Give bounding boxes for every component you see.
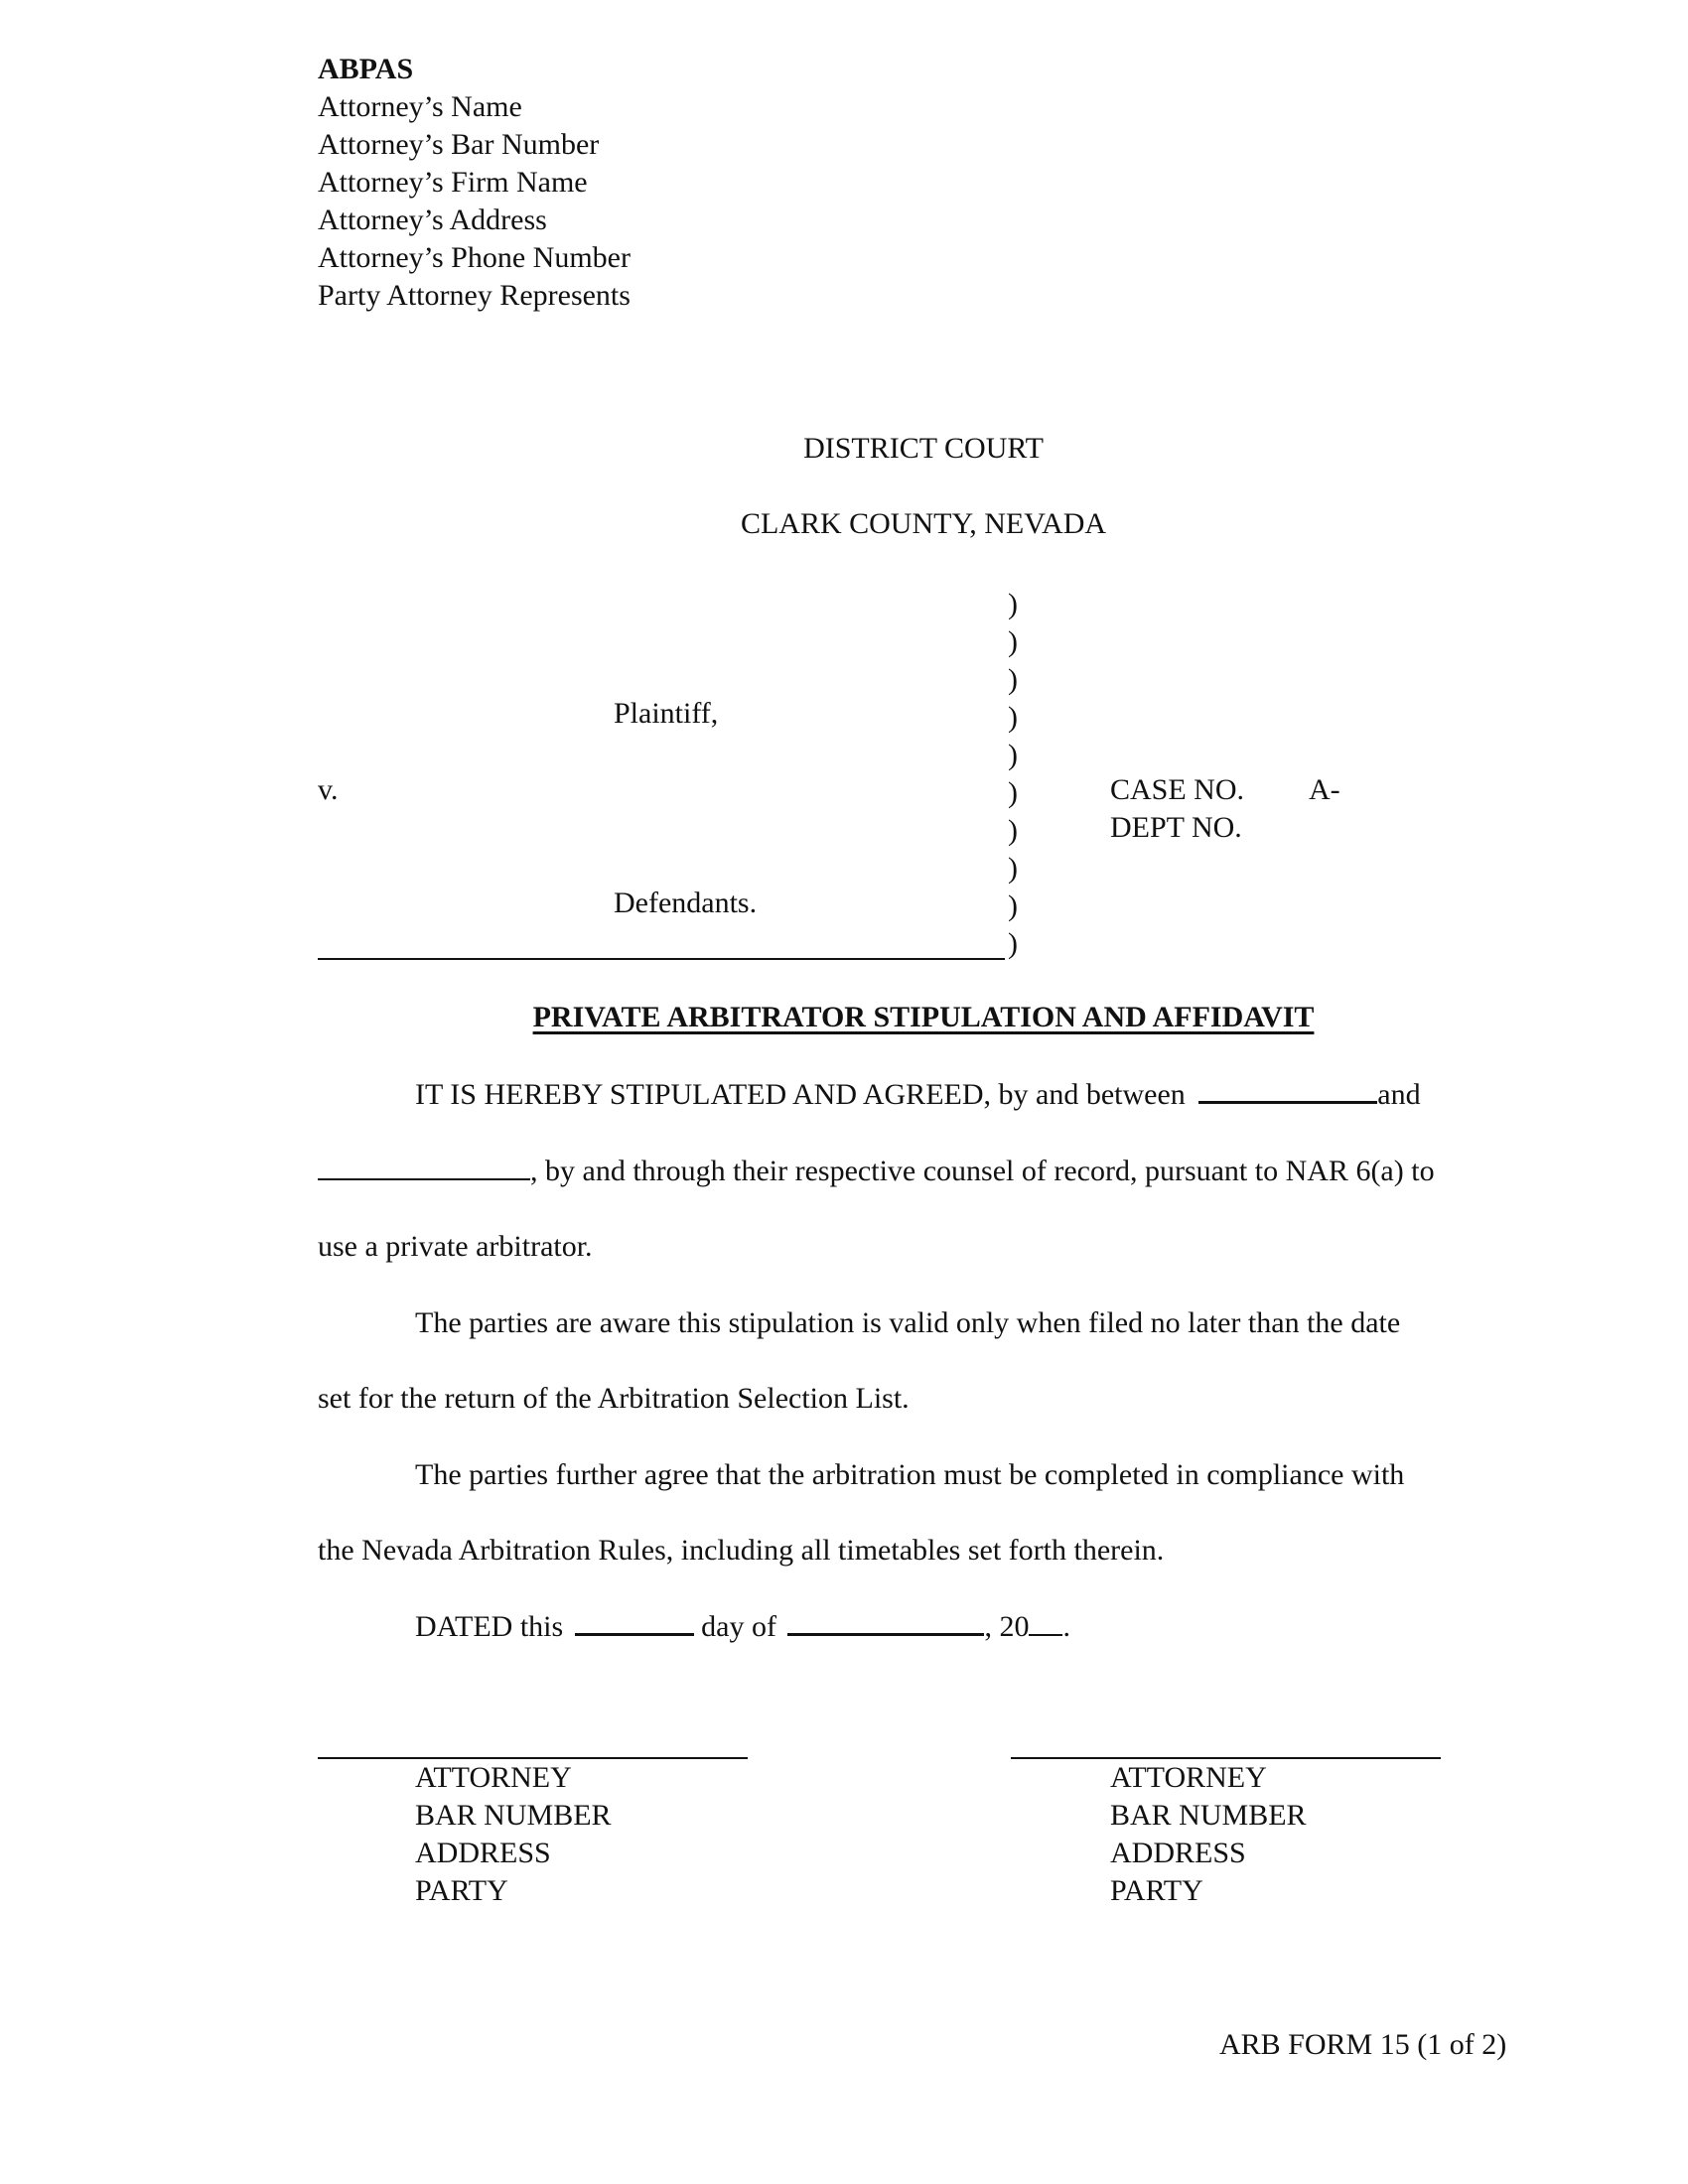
paragraph-1-line-1 [415,1080,1421,1110]
case-no-label: CASE NO. [1110,773,1245,806]
p2-text-a: The parties are aware this stipulation is valid only when filed no later than the date [415,1306,1401,1339]
sig-left-party: PARTY [415,1874,508,1907]
court-county: CLARK COUNTY, NEVADA [740,507,1107,540]
party-one-blank[interactable] [1198,1101,1377,1104]
sig-left-bar: BAR NUMBER [415,1799,612,1832]
attorney-address-line: Attorney’s Address [318,204,547,236]
sig-right-attorney: ATTORNEY [1110,1761,1267,1794]
p1-and: and [1377,1078,1421,1111]
sig-left-attorney: ATTORNEY [415,1761,572,1794]
paren: ) [1008,625,1018,658]
case-no-prefix: A- [1309,773,1340,806]
p1-text-a: IT IS HEREBY STIPULATED AND AGREED, by and between [415,1078,1186,1111]
paren: ) [1008,588,1018,620]
paren: ) [1008,889,1018,922]
paren: ) [1008,927,1018,960]
sig-left-address: ADDRESS [415,1837,551,1869]
plaintiff-label: Plaintiff, [614,697,719,730]
document-title: PRIVATE ARBITRATOR STIPULATION AND AFFIDAVIT [532,1001,1315,1033]
p3-text-b: the Nevada Arbitration Rules, including all timetables set forth therein. [318,1534,1165,1567]
dated-text-b: day of [701,1610,776,1643]
sig-right-bar: BAR NUMBER [1110,1799,1307,1832]
dated-text-c: , 20 [984,1610,1030,1643]
year-blank[interactable] [1029,1634,1062,1636]
paren: ) [1008,739,1018,771]
versus-label: v. [318,773,339,806]
court-name: DISTRICT COURT [803,432,1044,465]
defendants-label: Defendants. [614,887,758,919]
signature-line-left[interactable] [318,1757,748,1759]
p3-text-a: The parties further agree that the arbitration must be completed in compliance with [415,1458,1405,1491]
firm-code: ABPAS [318,53,414,85]
signature-line-right[interactable] [1011,1757,1441,1759]
caption-underline [318,958,1005,960]
form-footer: ARB FORM 15 (1 of 2) [1219,2028,1507,2061]
paren: ) [1008,814,1018,847]
p1-text-c: use a private arbitrator. [318,1230,593,1263]
party-two-blank[interactable] [318,1178,530,1180]
dated-text-d: . [1062,1610,1070,1643]
day-blank[interactable] [575,1633,694,1636]
dated-text-a: DATED this [415,1610,564,1643]
dated-line [415,1612,1070,1642]
attorney-firm-line: Attorney’s Firm Name [318,166,588,199]
sig-right-party: PARTY [1110,1874,1203,1907]
month-blank[interactable] [787,1633,984,1636]
p2-text-b: set for the return of the Arbitration Selection List. [318,1382,910,1415]
attorney-phone-line: Attorney’s Phone Number [318,241,631,274]
paren: ) [1008,663,1018,696]
attorney-bar-line: Attorney’s Bar Number [318,128,600,161]
paren: ) [1008,776,1018,809]
paren: ) [1008,852,1018,885]
paren: ) [1008,701,1018,734]
dept-no-label: DEPT NO. [1110,811,1242,844]
paragraph-1-line-2 [318,1157,1435,1186]
p1-text-b: , by and through their respective counsel of record, pursuant to NAR 6(a) to [530,1155,1435,1187]
attorney-name-line: Attorney’s Name [318,90,522,123]
party-represented-line: Party Attorney Represents [318,279,631,312]
sig-right-address: ADDRESS [1110,1837,1246,1869]
